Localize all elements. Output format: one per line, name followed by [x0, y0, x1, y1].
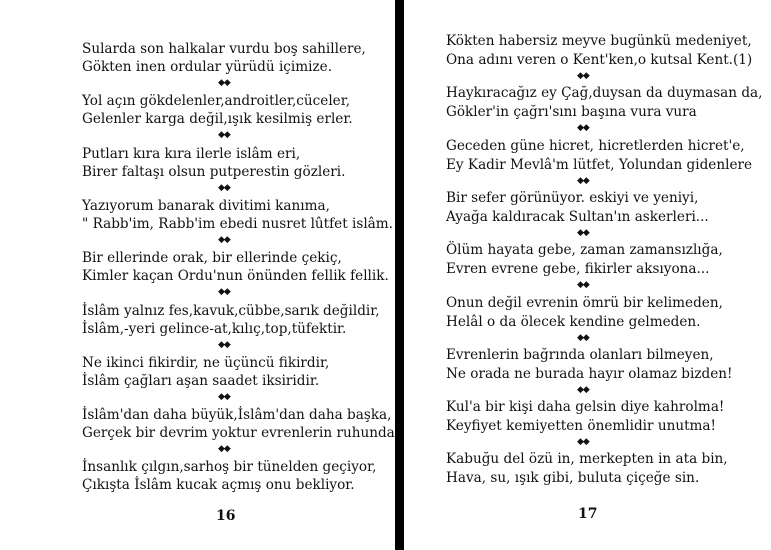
verse-line: Onun değil evrenin ömrü bir kelimeden,	[446, 294, 723, 311]
verse-line: Yol açın gökdelenler,androitler,cüceler,	[82, 93, 351, 110]
verse-line: Putları kıra kıra ilerle islâm eri,	[82, 145, 301, 162]
verse-line: İslâm'dan daha büyük,İslâm'dan daha başka,	[82, 407, 392, 424]
verse-line: Kimler kaçan Ordu'nun önünden fellik fellik.	[82, 268, 389, 285]
verse-line: Keyfiyet kemiyetten önemlidir unutma!	[446, 418, 717, 435]
stanza-ornament: ◆◆	[577, 332, 589, 343]
verse-line: Gökten inen ordular yürüdü içimize.	[82, 59, 333, 75]
book-gutter	[395, 0, 404, 550]
verse-line: Sularda son halkalar vurdu boş sahillere,	[82, 41, 366, 57]
verse-line: İslâm yalnız fes,kavuk,cübbe,sarık değildir,	[82, 302, 380, 319]
page-number: 17	[578, 506, 598, 522]
verse-line: Kul'a bir kişi daha gelsin diye kahrolma!	[446, 399, 725, 416]
verse-line: Çıkışta İslâm kucak açmış onu bekliyor.	[82, 477, 355, 494]
stanza-ornament: ◆◆	[218, 287, 230, 298]
verse-line: Gelenler karga değil,ışık kesilmiş erler.	[82, 111, 353, 128]
verse-line: İslâm,-yeri gelince-at,kılıç,top,tüfektir.	[82, 320, 347, 337]
verse-line: Bir sefer görünüyor. eskiyi ve yeniyi,	[446, 189, 699, 206]
right-page	[404, 0, 771, 550]
verse-line: Ne ikinci fikirdir, ne üçüncü fikirdir,	[82, 354, 330, 371]
verse-line: Kabuğu del özü in, merkepten in ata bin,	[446, 451, 728, 468]
stanza-ornament: ◆◆	[218, 339, 230, 350]
stanza-ornament: ◆◆	[577, 384, 589, 395]
verse-line: İnsanlık çılgın,sarhoş bir tünelden geçiyor,	[82, 459, 377, 476]
verse-line: Ne orada ne burada hayır olamaz bizden!	[446, 365, 733, 382]
verse-line: Ölüm hayata gebe, zaman zamansızlığa,	[446, 242, 723, 259]
verse-line: Ona adını veren o Kent'ken,o kutsal Kent.(1)	[446, 52, 753, 68]
stanza-ornament: ◆◆	[577, 175, 589, 186]
verse-line: Gerçek bir devrim yoktur evrenlerin ruhunda	[82, 425, 395, 442]
verse-line: Gökler'in çağrı'sını başına vura vura	[446, 104, 697, 121]
stanza-ornament: ◆◆	[218, 182, 230, 193]
verse-line: Bir ellerinde orak, bir ellerinde çekiç,	[82, 250, 342, 267]
verse-line: Evren evrene gebe, fikirler aksıyona...	[446, 261, 710, 278]
verse-line: Yazıyorum banarak divitimi kanıma,	[82, 197, 330, 214]
stanza-ornament: ◆◆	[218, 391, 230, 402]
verse-line: Ey Kadir Mevlâ'm lütfet, Yolundan gidenlere	[446, 156, 753, 173]
verse-line: Ayağa kaldıracak Sultan'ın askerleri...	[446, 208, 709, 225]
stanza-ornament: ◆◆	[218, 130, 230, 141]
stanza-ornament: ◆◆	[577, 71, 589, 81]
stanza-ornament: ◆◆	[577, 227, 589, 238]
verse-line: Helâl o da ölecek kendine gelmeden.	[446, 313, 701, 330]
verse-line: Haykıracağız ey Çağ,duysan da duymasan da,	[446, 85, 763, 102]
page-number: 16	[216, 508, 236, 524]
verse-line: Hava, su, ışık gibi, buluta çiçeğe sin.	[446, 470, 700, 487]
stanza-ornament: ◆◆	[218, 444, 230, 455]
verse-line: " Rabb'im, Rabb'im ebedi nusret lûtfet islâm.	[82, 215, 393, 232]
stanza-ornament: ◆◆	[218, 234, 230, 245]
verse-line: Kökten habersiz meyve bugünkü medeniyet,	[446, 33, 752, 49]
stanza-ornament: ◆◆	[577, 437, 589, 448]
stanza-ornament: ◆◆	[577, 280, 589, 291]
stanza-ornament: ◆◆	[577, 123, 589, 134]
stanza-ornament: ◆◆	[218, 78, 230, 88]
verse-line: Evrenlerin bağrında olanları bilmeyen,	[446, 346, 714, 363]
verse-line: İslâm çağları aşan saadet iksiridir.	[82, 372, 320, 389]
verse-line: Birer faltaşı olsun putperestin gözleri.	[82, 163, 346, 180]
verse-line: Geceden güne hicret, hicretlerden hicret'e,	[446, 137, 745, 154]
